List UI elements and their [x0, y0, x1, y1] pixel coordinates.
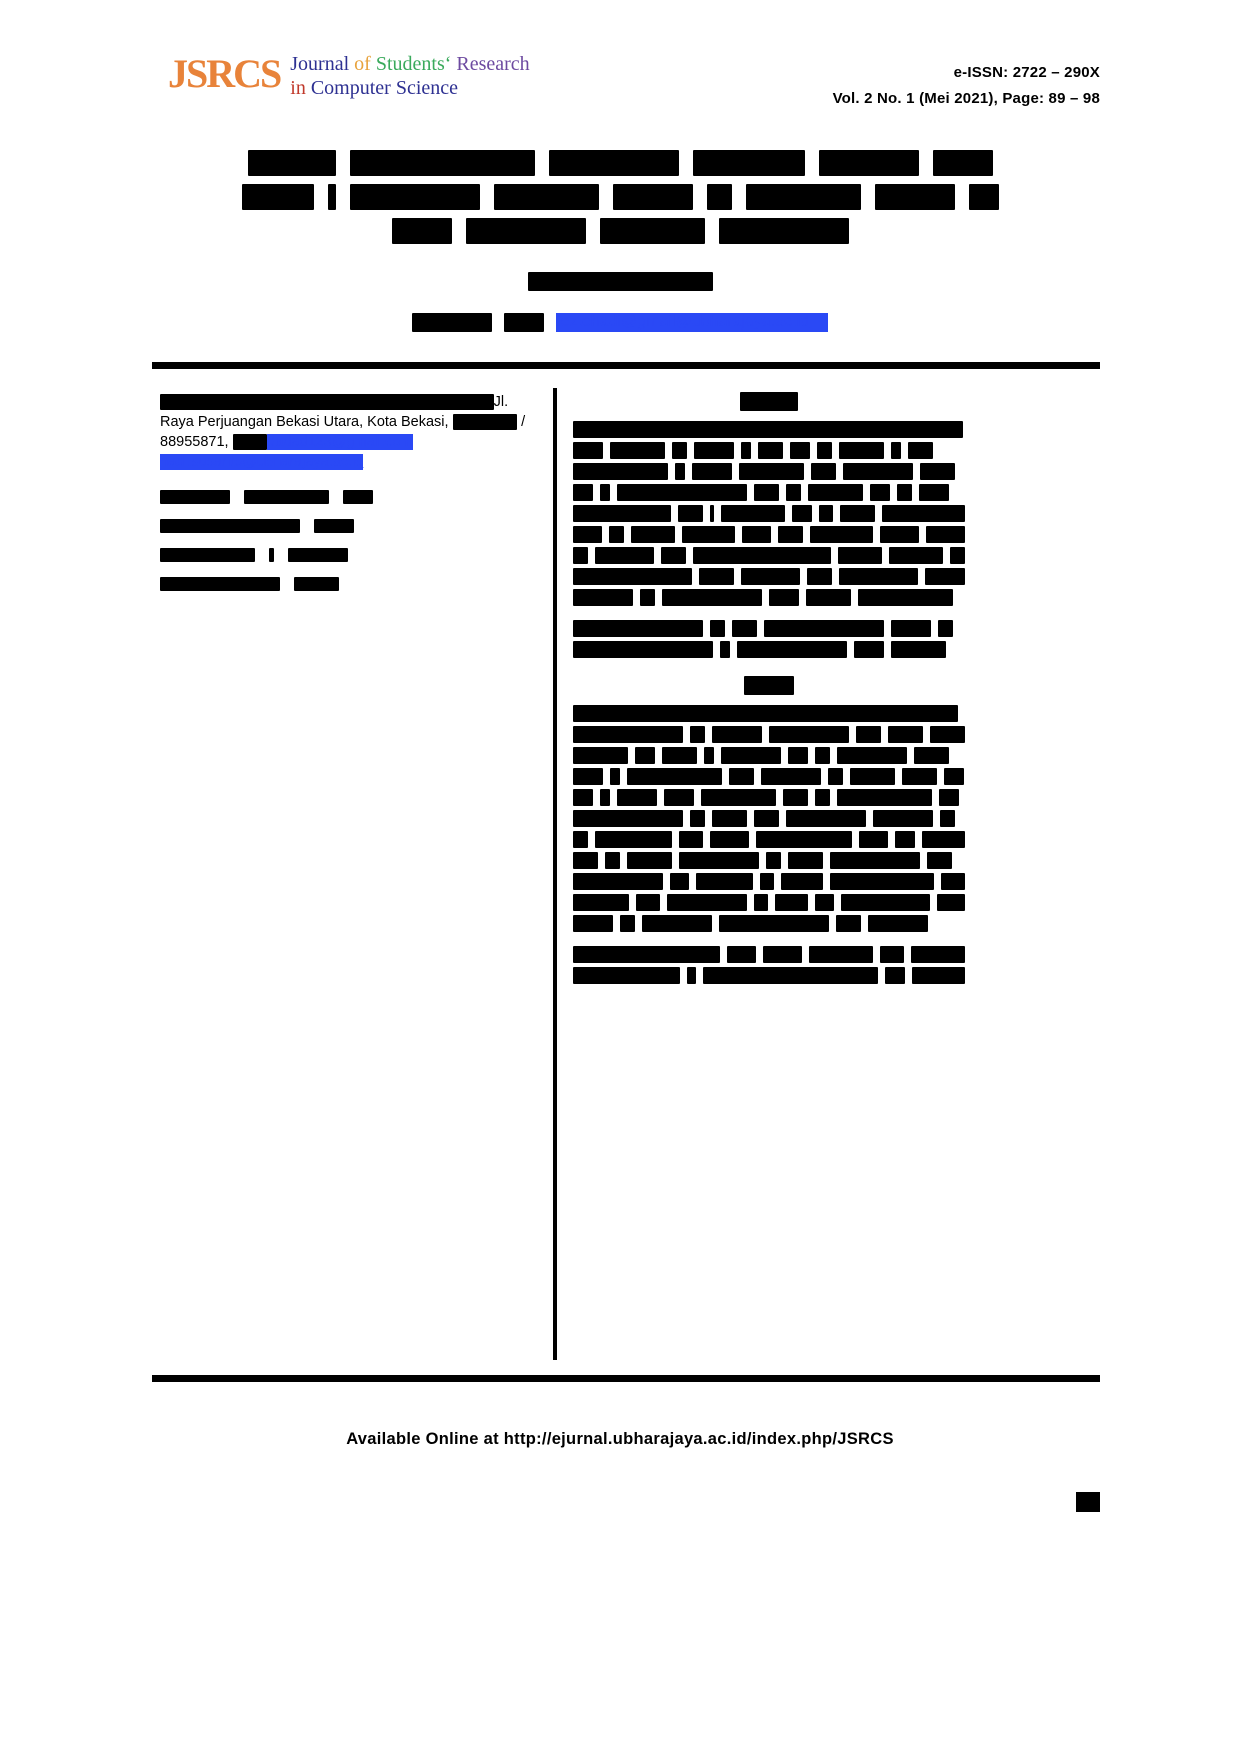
page-footer	[0, 1430, 1240, 1449]
affiliation-visible-1: Jl.	[493, 394, 509, 410]
abstract-row-1	[160, 490, 538, 511]
logo-wordmark	[290, 52, 529, 100]
logo-word-computer: Computer	[310, 77, 391, 99]
title-row-2	[200, 184, 1040, 210]
abstract-row-4	[160, 577, 538, 598]
text-line	[573, 484, 965, 501]
affiliation-email-link-2[interactable]: hadi.susanto@ubharajaya.ac.id	[160, 454, 364, 470]
text-line	[573, 705, 965, 722]
section-1-heading	[573, 392, 965, 411]
section-2-heading	[573, 676, 965, 695]
right-column	[573, 392, 965, 998]
affiliation-masked-1	[160, 394, 494, 410]
page-header	[168, 52, 1100, 112]
affiliation-line-3: / 88955871,	[160, 414, 526, 450]
section-2-body	[573, 705, 965, 932]
column-divider	[553, 388, 557, 1360]
affiliation-masked-2	[453, 414, 518, 430]
text-line	[573, 852, 965, 869]
logo-mark: JSRCS	[168, 51, 281, 96]
section-2-tail	[573, 946, 965, 984]
article-title-block	[200, 150, 1040, 332]
header-rule-top	[152, 362, 1100, 369]
text-line	[573, 589, 965, 606]
text-line	[573, 831, 965, 848]
text-line	[573, 442, 965, 459]
left-column	[160, 392, 538, 606]
journal-logo	[168, 52, 530, 100]
text-line	[573, 641, 965, 658]
text-line	[573, 620, 965, 637]
text-line	[573, 505, 965, 522]
logo-word-of: of	[354, 53, 371, 75]
text-line	[573, 873, 965, 890]
author-email-line	[200, 313, 1040, 332]
text-line	[573, 967, 965, 984]
text-line	[573, 726, 965, 743]
text-line	[573, 946, 965, 963]
title-row-3	[200, 218, 1040, 244]
affiliation-masked-3	[233, 434, 268, 450]
abstract-block	[160, 490, 538, 598]
logo-word-science: Science	[395, 77, 459, 99]
author-names	[200, 272, 1040, 291]
page-number-redacted	[1076, 1492, 1100, 1512]
text-line	[573, 747, 965, 764]
affiliation-email-link-1[interactable]: dadad123@gmail.com	[267, 434, 413, 450]
author-email-link[interactable]: teztehadi@gmail@ubharajaya.ac.id	[556, 313, 828, 332]
text-line	[573, 526, 965, 543]
logo-word-research: Research	[456, 53, 530, 75]
logo-word-in: in	[290, 77, 306, 99]
text-line	[573, 547, 965, 564]
affiliation-paragraph	[160, 392, 538, 472]
issn-volume-block	[833, 60, 1100, 112]
text-line	[573, 463, 965, 480]
text-line	[573, 789, 965, 806]
logo-word-students: Students‘	[375, 53, 452, 75]
text-line	[573, 915, 965, 932]
text-line	[573, 768, 965, 785]
abstract-row-3	[160, 548, 538, 569]
section-1-body	[573, 421, 965, 606]
text-line	[573, 568, 965, 585]
footer-rule	[152, 1375, 1100, 1382]
text-line	[573, 421, 965, 438]
abstract-row-2	[160, 519, 538, 540]
section-1-tail	[573, 620, 965, 658]
issn-text: e-ISSN: 2722 – 290X	[953, 64, 1100, 81]
available-online-text[interactable]: Available Online at http://ejurnal.ubharajaya.ac.id/index.php/JSRCS	[346, 1430, 894, 1448]
volume-text: Vol. 2 No. 1 (Mei 2021), Page: 89 – 98	[832, 90, 1100, 107]
text-line	[573, 894, 965, 911]
title-row-1	[200, 150, 1040, 176]
affiliation-line-2: Raya Perjuangan Bekasi Utara, Kota Bekasi,	[160, 414, 449, 430]
text-line	[573, 810, 965, 827]
logo-word-journal: Journal	[290, 53, 350, 75]
